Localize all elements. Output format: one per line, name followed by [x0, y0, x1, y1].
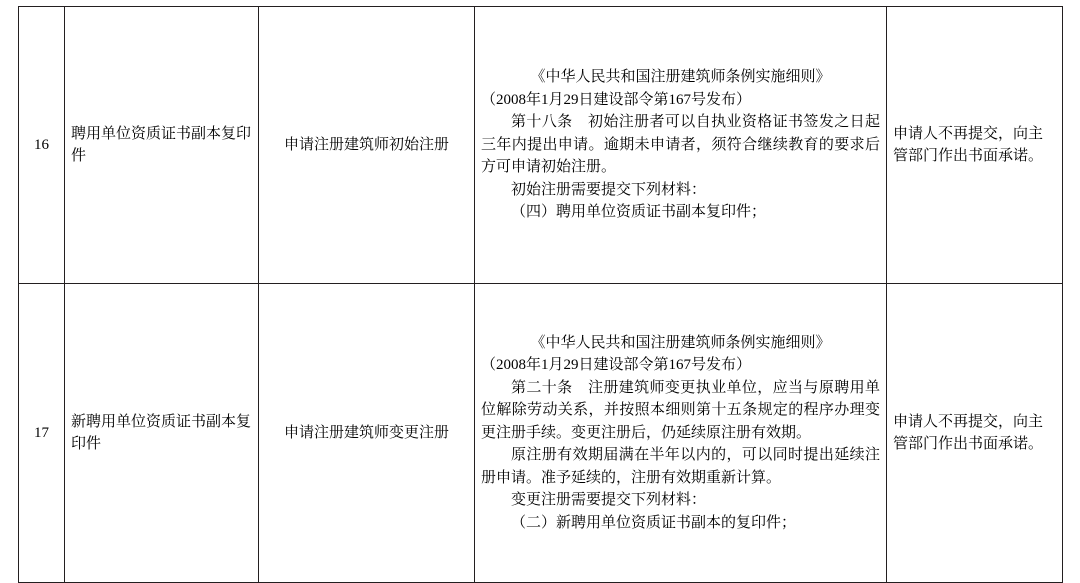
legal-basis-paragraph: （四）聘用单位资质证书副本复印件；: [511, 204, 767, 221]
legal-basis-paragraph: 原注册有效期届满在半年以内的，可以同时提出延续注册申请。准予延续的，注册有效期重新计算。: [481, 447, 880, 486]
legal-basis-paragraph: 第二十条 注册建筑师变更执业单位，应当与原聘用单位解除劳动关系，并按照本细则第十五条规定的程序办理变更注册手续。变更注册后，仍延续原注册有效期。: [481, 379, 880, 441]
applicable-scenario: 申请注册建筑师初始注册: [259, 7, 475, 284]
legal-basis-title: 《中华人民共和国注册建筑师条例实施细则》: [530, 334, 831, 351]
legal-basis-paragraph: 第十八条 初始注册者可以自执业资格证书签发之日起三年内提出申请。逾期未申请者，须符合继续教育的要求后方可申请初始注册。: [481, 114, 880, 176]
table-row: [19, 284, 1063, 583]
row-number: 17: [19, 284, 65, 583]
legal-basis-subtitle: （2008年1月29日建设部令第167号发布）: [481, 357, 752, 374]
table-row: [19, 7, 1063, 284]
applicable-scenario: 申请注册建筑师变更注册: [259, 284, 475, 583]
legal-basis: [475, 7, 887, 284]
remark: 申请人不再提交，向主管部门作出书面承诺。: [887, 284, 1063, 583]
legal-basis-subtitle: （2008年1月29日建设部令第167号发布）: [481, 91, 752, 108]
material-name: 新聘用单位资质证书副本复印件: [65, 284, 259, 583]
legal-basis-paragraph: 初始注册需要提交下列材料：: [511, 181, 707, 198]
requirements-table: [18, 6, 1063, 583]
legal-basis-title: 《中华人民共和国注册建筑师条例实施细则》: [530, 69, 831, 86]
row-number: 16: [19, 7, 65, 284]
legal-basis-paragraph: 变更注册需要提交下列材料：: [511, 492, 707, 509]
legal-basis: [475, 284, 887, 583]
material-name: 聘用单位资质证书副本复印件: [65, 7, 259, 284]
legal-basis-paragraph: （二）新聘用单位资质证书副本的复印件；: [511, 514, 797, 531]
remark: 申请人不再提交，向主管部门作出书面承诺。: [887, 7, 1063, 284]
